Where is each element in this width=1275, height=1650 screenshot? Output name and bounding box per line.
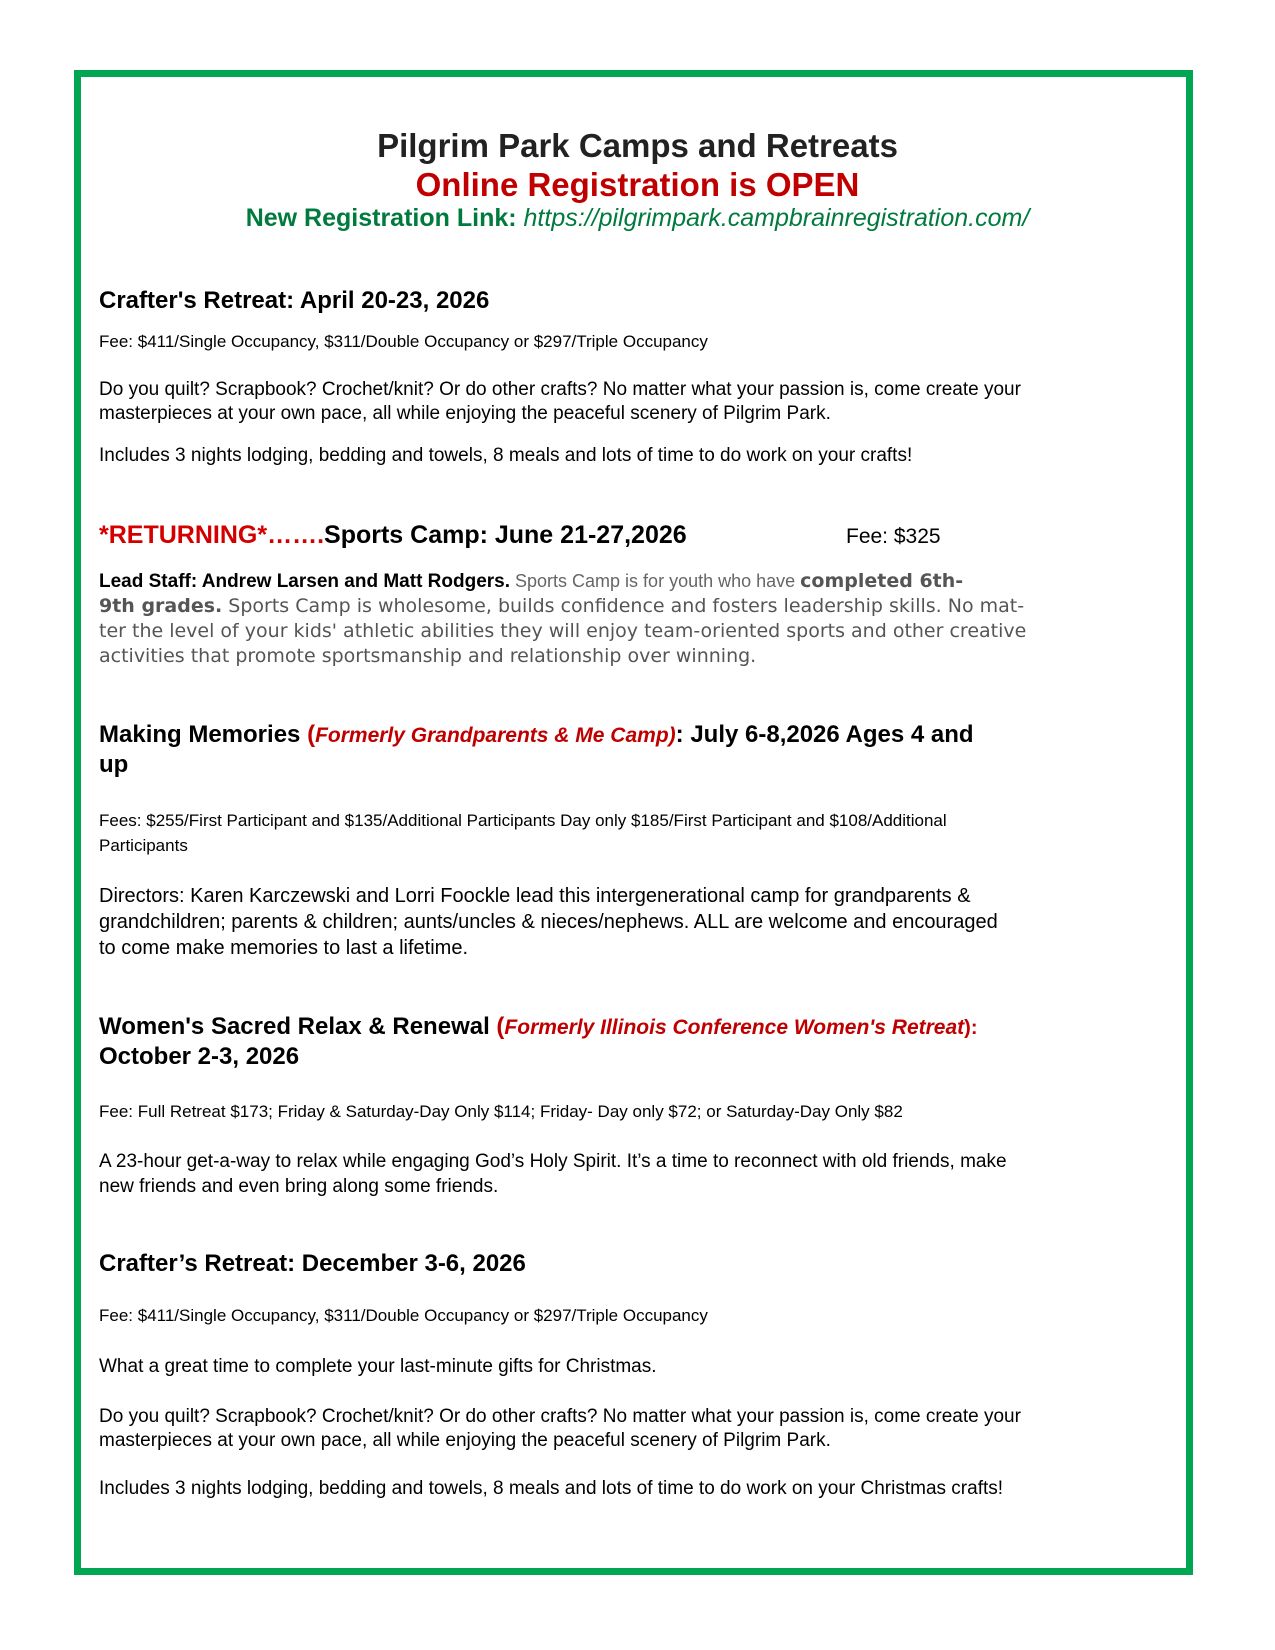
section-heading-sports-camp bbox=[99, 521, 687, 550]
womens-retreat-title: Women's Sacred Relax & Renewal bbox=[99, 1013, 497, 1040]
fee-making-memories-2: Participants bbox=[99, 836, 188, 855]
registration-open-banner: Online Registration is OPEN bbox=[415, 166, 860, 203]
sports-camp-text-1: Sports Camp is for youth who have bbox=[510, 571, 801, 591]
lead-staff: Lead Staff: Andrew Larsen and Matt Rodgers. bbox=[99, 571, 511, 592]
fee-making-memories-1: Fees: $255/First Participant and $135/Additional Participants Day only $185/First Participant and $108/Additional bbox=[99, 811, 947, 830]
fee-crafters-april: Fee: $411/Single Occupancy, $311/Double Occupancy or $297/Triple Occupancy bbox=[99, 332, 708, 351]
christmas-note: What a great time to complete your last-minute gifts for Christmas. bbox=[99, 1356, 657, 1377]
desc-making-memories-3: to come make memories to last a lifetime. bbox=[99, 937, 469, 959]
fee-crafters-december: Fee: $411/Single Occupancy, $311/Double Occupancy or $297/Triple Occupancy bbox=[99, 1306, 708, 1325]
fee-sports-camp: Fee: $325 bbox=[846, 525, 941, 548]
fee-womens-retreat: Fee: Full Retreat $173; Friday & Saturday-Day Only $114; Friday- Day only $72; or Saturday-Day Only $82 bbox=[99, 1102, 903, 1121]
formerly-illinois: Formerly Illinois Conference Women's Retreat bbox=[504, 1016, 965, 1039]
sports-camp-line-4: activities that promote sportsmanship and relationship over winning. bbox=[99, 645, 757, 667]
returning-label: *RETURNING*……. bbox=[99, 521, 325, 549]
sports-camp-line-2 bbox=[99, 595, 1024, 617]
desc-crafters-december-1: Do you quilt? Scrapbook? Crochet/knit? Or do other crafts? No matter what your passion is, come create your bbox=[99, 1406, 1021, 1427]
desc-crafters-april-2: masterpieces at your own pace, all while enjoying the peaceful scenery of Pilgrim Park. bbox=[99, 403, 831, 424]
making-memories-title: Making Memories bbox=[99, 721, 308, 748]
making-memories-heading-wrap: up bbox=[99, 751, 129, 778]
paren-close: ): bbox=[964, 1017, 978, 1039]
desc-womens-retreat-1: A 23-hour get-a-way to relax while engaging God’s Holy Spirit. It’s a time to reconnect with old friends, make bbox=[99, 1151, 1007, 1172]
formerly-grandparents: Formerly Grandparents & Me Camp) bbox=[315, 724, 676, 747]
desc-crafters-april-1: Do you quilt? Scrapbook? Crochet/knit? Or do other crafts? No matter what your passion is, come create your bbox=[99, 379, 1021, 400]
page-title: Pilgrim Park Camps and Retreats bbox=[377, 127, 898, 164]
sports-camp-grades-2: 9th grades. bbox=[99, 595, 223, 617]
making-memories-dates: : July 6-8,2026 Ages 4 and bbox=[675, 721, 974, 748]
desc-womens-retreat-2: new friends and even bring along some friends. bbox=[99, 1176, 499, 1197]
includes-crafters-april: Includes 3 nights lodging, bedding and towels, 8 meals and lots of time to do work on your crafts! bbox=[99, 445, 913, 466]
registration-link[interactable]: https://pilgrimpark.campbrainregistration.com/ bbox=[523, 204, 1030, 232]
sports-camp-line-1 bbox=[99, 570, 963, 593]
paren-open: ( bbox=[307, 721, 316, 748]
sports-camp-line-3: ter the level of your kids' athletic abilities they will enjoy team-oriented sports and other creative bbox=[99, 620, 1027, 642]
sports-camp-title: Sports Camp: June 21-27,2026 bbox=[324, 521, 687, 549]
section-heading-crafters-april: Crafter's Retreat: April 20-23, 2026 bbox=[99, 287, 490, 314]
desc-crafters-december-2: masterpieces at your own pace, all while enjoying the peaceful scenery of Pilgrim Park. bbox=[99, 1430, 831, 1451]
section-heading-womens-retreat bbox=[99, 1013, 977, 1041]
registration-link-label: New Registration Link: bbox=[245, 204, 517, 232]
desc-making-memories-2: grandchildren; parents & children; aunts/uncles & nieces/nephews. ALL are welcome and encouraged bbox=[99, 911, 998, 933]
sports-camp-grades-1: completed 6th- bbox=[800, 570, 964, 592]
registration-link-line bbox=[0, 204, 1275, 233]
sports-camp-text-2: Sports Camp is wholesome, builds confidence and fosters leadership skills. No mat- bbox=[222, 595, 1025, 617]
section-heading-making-memories bbox=[99, 721, 974, 749]
desc-making-memories-1: Directors: Karen Karczewski and Lorri Foockle lead this intergenerational camp for grandparents & bbox=[99, 885, 971, 907]
paren-open: ( bbox=[496, 1013, 505, 1040]
section-heading-crafters-december: Crafter’s Retreat: December 3-6, 2026 bbox=[99, 1250, 526, 1277]
includes-crafters-december: Includes 3 nights lodging, bedding and towels, 8 meals and lots of time to do work on your Christmas crafts! bbox=[99, 1478, 1004, 1499]
womens-retreat-dates: October 2-3, 2026 bbox=[99, 1043, 300, 1070]
